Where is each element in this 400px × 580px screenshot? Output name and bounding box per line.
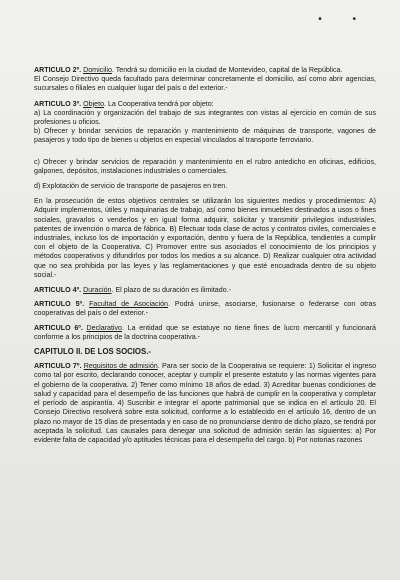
- article-3-title: Objeto: [83, 99, 105, 108]
- article-5-label: ARTICULO 5º.: [34, 300, 85, 309]
- article-3-item-a: a) La coordinación y organización del trabajo de sus integrantes con vistas al ejercicio en común de sus profesiones u oficios.: [34, 108, 376, 127]
- article-7-label: ARTICULO 7º.: [34, 362, 82, 371]
- article-3-item-d: d) Explotación de servicio de transporte de pasajeros en tren.: [34, 182, 228, 191]
- article-3: [34, 100, 376, 280]
- article-3-label: ARTICULO 3º.: [34, 99, 82, 108]
- chapter-heading: CAPITULO II. DE LOS SOCIOS.-: [34, 347, 151, 357]
- article-5-title: Facultad de Asociación: [89, 300, 168, 309]
- article-2-paragraph: El Consejo Directivo queda facultado para determinar concretamente el domicilio, así como abrir agencias, sucursales o filiales en cualquier lugar del país o del exterior.-: [34, 75, 376, 93]
- article-4: [34, 286, 376, 295]
- article-6-title: Declarativo: [86, 323, 122, 332]
- article-7-text: [34, 362, 376, 445]
- article-7-title: Requisitos de admisión: [83, 362, 158, 371]
- article-3-intro-line: [34, 100, 376, 109]
- article-3-intro: . La Cooperativa tendrá por objeto:: [104, 99, 214, 108]
- punch-marks: • •: [318, 14, 370, 25]
- article-6-label: ARTICULO 6º.: [34, 323, 83, 332]
- article-2: [34, 66, 376, 94]
- article-2-text: [34, 66, 376, 75]
- article-4-title: Duración: [83, 286, 112, 295]
- article-5-text: [34, 300, 376, 318]
- article-3-means: En la prosecución de estos objetivos centrales se utilizarán los siguientes medios y procedimientos: A) Adquirir implementos, útiles y maquinarias de trabajo, así como bienes inmuebles destinados a usos o fines sociales, gravarlos o venderlos y en igual forma adquirir, solicitar y transmitir privilegios industriales, patentes de invención o marca de fábrica. B) Efectuar toda clase de actos y contratos civiles, comerciales e industriales, incluso los de importación y exportación, dentro y fuera de la República, tendientes a cumplir con el objeto de la Cooperativa. C) Promover entre sus asociados el conocimiento de los principios y métodos cooperativos y difundirlos por todos los medios a su alcance. D) Realizar cualquier otra actividad que no sea prohibida por las leyes y las reglamentaciones y que esté encuadrada dentro de su objeto social.-: [34, 197, 376, 279]
- article-3-item-c: c) Ofrecer y brindar servicios de reparación y mantenimiento en el rubro antedicho en oficinas, edificios, galpones, depósitos, instalaciones industriales o comerciales.: [34, 157, 376, 175]
- article-5-body: . Podrá unirse, asociarse, fusionarse o federarse con otras cooperativas del país o del exterior.-: [34, 300, 377, 318]
- article-4-label: ARTICULO 4º.: [34, 286, 82, 295]
- article-7: [34, 362, 376, 445]
- article-6-body: . La entidad que se estatuye no tiene fines de lucro mercantil y funcionará conforme a los principios de la doctrina cooperativa.-: [34, 323, 377, 341]
- article-5: [34, 300, 376, 318]
- article-2-body: . Tendrá su domicilio en la ciudad de Montevideo, capital de la República.: [111, 66, 343, 74]
- article-3-item-b: b) Ofrecer y brindar servicios de reparación y mantenimiento de máquinas de transporte, vagones de pasajeros y todo tipo de bienes u objetos en especial vinculados al transporte ferroviario.: [34, 127, 376, 145]
- article-4-body: . El plazo de su duración es ilimitado.-: [111, 286, 231, 295]
- article-6: [34, 324, 376, 342]
- document-body: [34, 66, 376, 450]
- article-6-text: [34, 324, 376, 342]
- article-4-text: [34, 286, 376, 295]
- article-2-label: ARTICULO 2º.: [34, 66, 82, 74]
- article-2-title: Domicilio: [83, 66, 112, 74]
- article-7-body: . Para ser socio de la Cooperativa se requiere: 1) Solicitar el ingreso como tal por escrito, declarando conocer, aceptar y cumplir el presente estatuto y las normas vigentes para el gobierno de la cooperativa. 2) Tener como mínimo 18 años de edad. 3) Acreditar buenas condiciones de salud y capacidad para el desempeño de las funciones que habrá de cumplir en la cooperativa y completar el período de aspirantía. 4) Suscribir e integrar el aporte patrimonial que se indica en el artículo 20. El Consejo Directivo resolverá sobre esta solicitud, conforme a lo establecido en el artículo 16, dentro de un plazo no mayor de 15 días de presentada y en caso de no pronunciarse dentro de dicho plazo, se tendrá por aceptada la solicitud. Las causales para denegar una solicitud de admisión serán las siguientes: a) Por evidente falta de capacidad y/o aptitudes técnicas para el desempeño del cargo. b) Por notorias razones: [34, 362, 377, 444]
